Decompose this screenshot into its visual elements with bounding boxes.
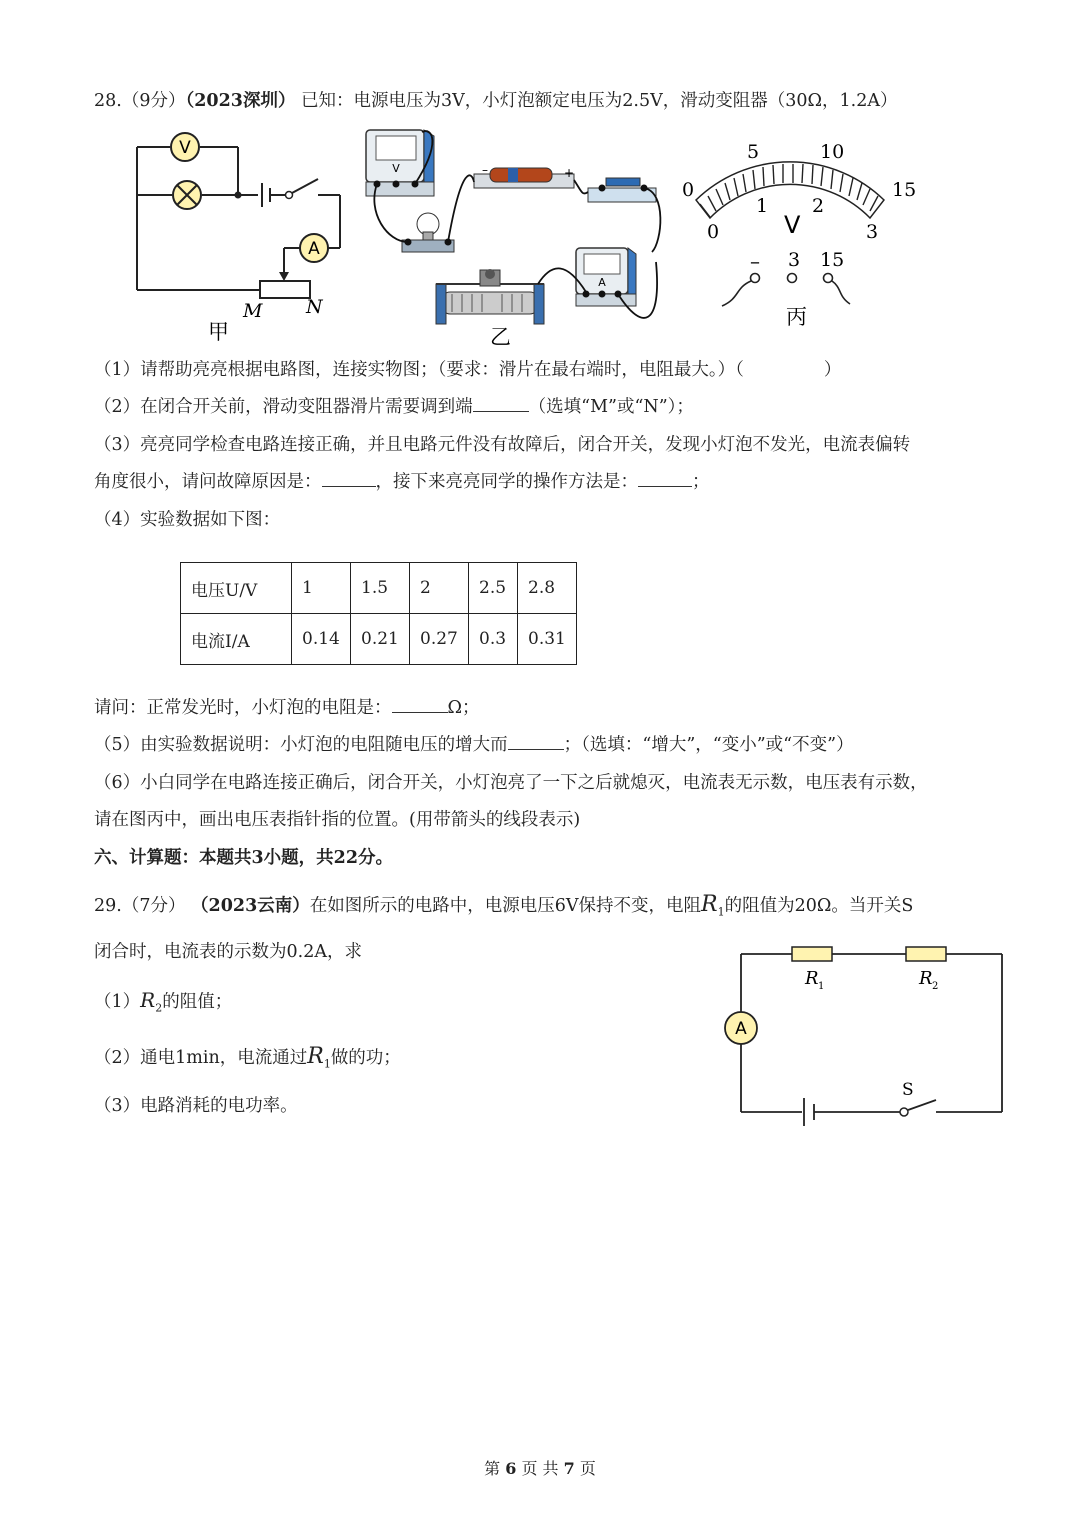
- circuit-diagram-jia: [120, 125, 360, 350]
- svg-text:1: 1: [818, 981, 825, 992]
- svg-text:A: A: [735, 1019, 747, 1039]
- page-footer: 第 6 页 共 7 页: [484, 1459, 596, 1478]
- svg-text:R: R: [919, 968, 933, 989]
- svg-text:S: S: [902, 1080, 914, 1100]
- q28-part6-line1: （6）小白同学在电路连接正确后，闭合开关，小灯泡亮了一下之后就熄灭，电流表无示数，电压表有示数，: [94, 773, 928, 793]
- svg-text:3: 3: [866, 221, 879, 243]
- svg-text:甲: 甲: [208, 320, 229, 344]
- data-table: [180, 562, 577, 665]
- svg-text:A: A: [308, 239, 320, 259]
- svg-text:M: M: [243, 300, 263, 322]
- svg-text:3: 3: [788, 249, 801, 271]
- ammeter-device: [576, 248, 636, 306]
- svg-text:A: A: [598, 276, 606, 289]
- q28-part3-line2: 角度很小，请问故障原因是： ，接下来亮亮同学的操作方法是： ；: [94, 472, 710, 492]
- q28-part5: （5）由实验数据说明：小灯泡的电阻随电压的增大而 ；（选填：“增大”，“变小”或“不变”）: [94, 735, 854, 755]
- svg-text:乙: 乙: [490, 325, 511, 349]
- table-row: 电流I/A 0.14 0.21 0.27 0.3 0.31: [181, 614, 577, 665]
- q29-title: 29.（7分） （2023云南）在如图所示的电路中，电源电压6V保持不变，电阻$R_1$的阻值为20Ω。当开关S: [94, 892, 914, 919]
- svg-text:V: V: [179, 138, 191, 158]
- q29-sub2: （2）通电1min，电流通过$R_1$做的功；: [94, 1044, 401, 1071]
- switch-symbol: [900, 1108, 908, 1116]
- circuit-diagram-q29: [720, 940, 1020, 1130]
- svg-text:丙: 丙: [786, 305, 807, 329]
- q28-resistance-question: 请问：正常发光时，小灯泡的电阻是： Ω；: [94, 698, 480, 718]
- lamp-symbol: [173, 181, 201, 209]
- svg-text:10: 10: [820, 141, 845, 163]
- svg-text:5: 5: [747, 141, 760, 163]
- apparatus-yi: [362, 122, 662, 350]
- bulb-device: [402, 213, 454, 252]
- q28-part3-line1: （3）亮亮同学检查电路连接正确，并且电路元件没有故障后，闭合开关，发现小灯泡不发光，电流表偏转: [94, 435, 911, 455]
- q29-sub3: （3）电路消耗的电功率。: [94, 1096, 298, 1116]
- svg-text:0: 0: [682, 179, 695, 201]
- svg-text:2: 2: [932, 981, 939, 992]
- voltmeter-dial-bing: [670, 138, 920, 343]
- dial-scale: [696, 162, 884, 218]
- svg-text:V: V: [392, 162, 400, 175]
- svg-text:15: 15: [892, 179, 917, 201]
- svg-text:V: V: [784, 211, 801, 239]
- svg-text:+: +: [564, 166, 575, 180]
- answer-blank[interactable]: [508, 733, 564, 750]
- answer-blank[interactable]: [473, 395, 529, 412]
- svg-text:2: 2: [812, 195, 825, 217]
- answer-blank[interactable]: [322, 470, 376, 487]
- q28-part1: （1）请帮助亮亮根据电路图，连接实物图；（要求：滑片在最右端时，电阻最大。）（ ）: [94, 360, 842, 380]
- svg-text:N: N: [306, 296, 323, 318]
- q29-sub1: $(1)R_2$的阻值；: [94, 988, 233, 1015]
- rheostat-device: [436, 269, 544, 324]
- table-row: 电压U/V 1 1.5 2 2.5 2.8: [181, 563, 577, 614]
- svg-text:–: –: [482, 163, 488, 177]
- switch-device: [588, 178, 656, 202]
- svg-text:0: 0: [707, 221, 720, 243]
- svg-text:15: 15: [820, 249, 845, 271]
- q28-part6-line2: 请在图丙中，画出电压表指针指的位置。(用带箭头的线段表示): [94, 810, 581, 830]
- resistor-r2: [906, 947, 946, 961]
- slider-arrow-icon: [279, 272, 289, 281]
- battery-device: [474, 163, 574, 188]
- switch-symbol: [286, 192, 293, 199]
- svg-text:–: –: [750, 249, 760, 273]
- q28-part4: （4）实验数据如下图：: [94, 510, 281, 530]
- section-heading: 六、计算题：本题共3小题，共22分。: [94, 848, 394, 868]
- resistor-r1: [792, 947, 832, 961]
- dial-terminals: [722, 274, 850, 307]
- answer-blank[interactable]: [638, 470, 692, 487]
- q28-title: 28.（9分）（2023深圳） 已知：电源电压为3V，小灯泡额定电压为2.5V，滑动变阻器（30Ω，1.2A）: [94, 91, 898, 111]
- svg-text:R: R: [805, 968, 819, 989]
- svg-text:1: 1: [756, 195, 769, 217]
- answer-blank[interactable]: [392, 696, 448, 713]
- q28-part2: （2）在闭合开关前，滑动变阻器滑片需要调到端 （选填“M”或“N”）；: [94, 397, 694, 417]
- q29-line2: 闭合时，电流表的示数为0.2A，求: [94, 942, 362, 962]
